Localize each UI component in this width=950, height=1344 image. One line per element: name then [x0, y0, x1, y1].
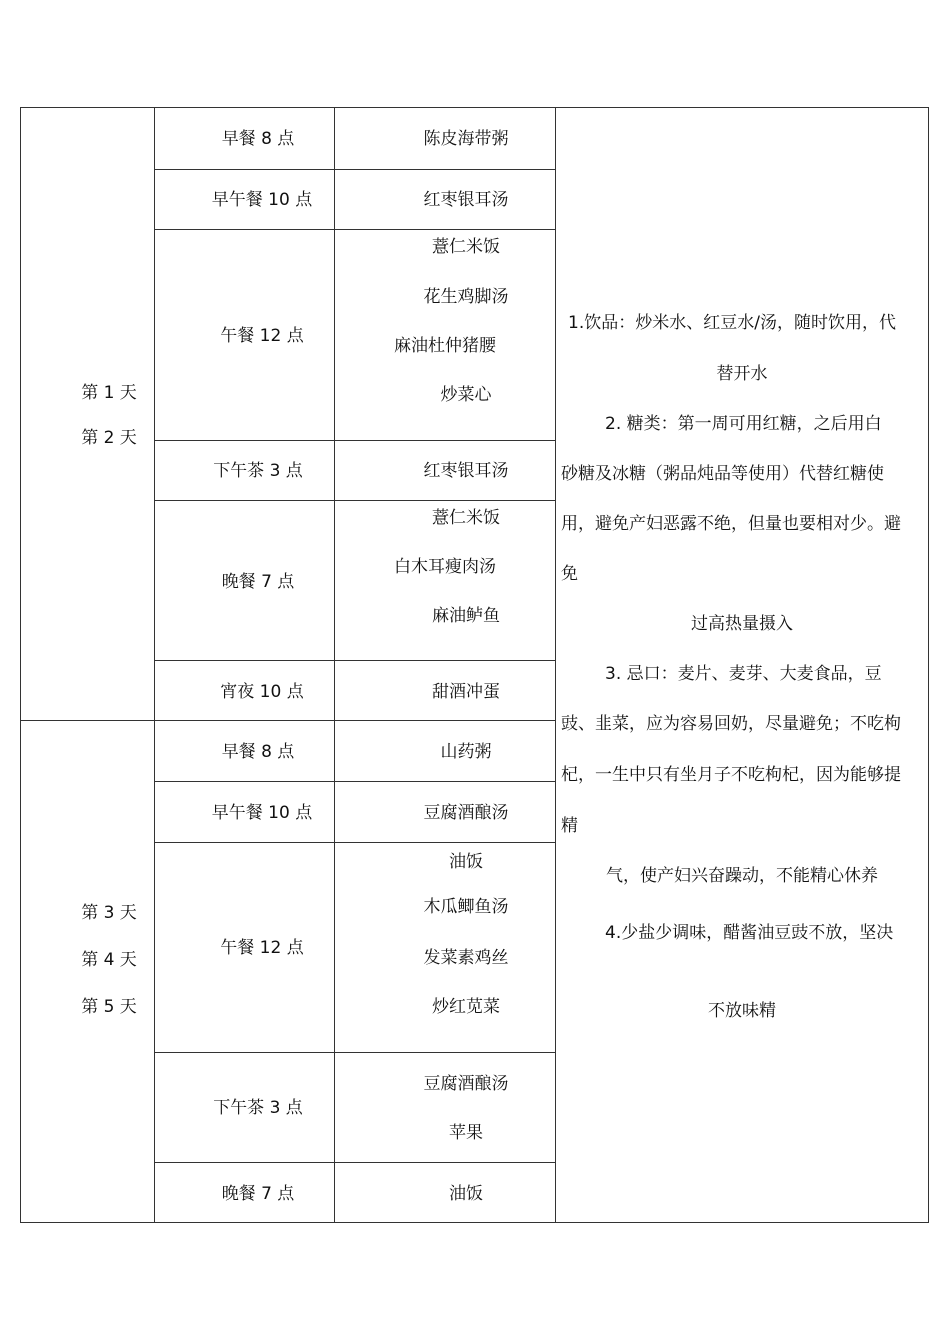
notes-line: 2. 糖类：第一周可用红糖，之后用白: [605, 414, 882, 434]
dish-item: 山药粥: [440, 742, 492, 762]
meal-time: 午餐 12 点: [220, 938, 304, 958]
notes-line: 3. 忌口：麦片、麦芽、大麦食品，豆: [605, 664, 882, 684]
notes-line: 豉、韭菜，应为容易回奶，尽量避免；不吃枸: [561, 714, 901, 734]
meal-time: 早午餐 10 点: [211, 190, 313, 210]
dish-item: 薏仁米饭: [432, 508, 500, 528]
meal-time: 晚餐 7 点: [221, 1184, 295, 1204]
notes-line: 杞，一生中只有坐月子不吃枸杞，因为能够提: [561, 765, 901, 785]
day-label: 第 2 天: [81, 428, 137, 448]
dish-item: 花生鸡脚汤: [423, 287, 509, 307]
meal-time: 下午茶 3 点: [213, 1098, 303, 1118]
row-divider: [154, 660, 555, 661]
dish-item: 陈皮海带粥: [423, 129, 509, 149]
dish-item: 甜酒冲蛋: [432, 682, 500, 702]
dish-item: 红枣银耳汤: [423, 461, 509, 481]
column-divider: [154, 107, 155, 1223]
row-divider: [154, 229, 555, 230]
row-divider: [154, 1162, 555, 1163]
dish-item: 油饭: [449, 852, 483, 872]
notes-line: 1.饮品：炒米水、红豆水/汤，随时饮用，代: [568, 313, 896, 333]
notes-line: 替开水: [716, 364, 768, 384]
meal-time: 早餐 8 点: [221, 742, 295, 762]
dish-item: 发菜素鸡丝: [423, 948, 509, 968]
dish-item: 炒红苋菜: [432, 997, 500, 1017]
meal-time: 宵夜 10 点: [220, 682, 304, 702]
column-divider: [555, 107, 556, 1223]
row-divider: [154, 169, 555, 170]
row-divider: [154, 1052, 555, 1053]
notes-line: 免: [561, 564, 578, 584]
day-label: 第 4 天: [81, 950, 137, 970]
dish-item: 苹果: [449, 1123, 483, 1143]
dish-item: 木瓜鲫鱼汤: [423, 897, 509, 917]
notes-line: 过高热量摄入: [691, 614, 793, 634]
dish-item: 麻油杜仲猪腰: [394, 336, 496, 356]
meal-time: 早午餐 10 点: [211, 803, 313, 823]
notes-line: 不放味精: [708, 1001, 776, 1021]
dish-item: 红枣银耳汤: [423, 190, 509, 210]
meal-time: 下午茶 3 点: [213, 461, 303, 481]
day-label: 第 3 天: [81, 903, 137, 923]
notes-line: 气，使产妇兴奋躁动，不能精心休养: [606, 866, 878, 886]
dish-item: 豆腐酒酿汤: [423, 1074, 509, 1094]
meal-time: 晚餐 7 点: [221, 572, 295, 592]
group-divider: [20, 720, 555, 721]
notes-line: 砂糖及冰糖（粥品炖品等使用）代替红糖使: [561, 464, 884, 484]
dish-item: 豆腐酒酿汤: [423, 803, 509, 823]
day-label: 第 1 天: [81, 383, 137, 403]
row-divider: [154, 440, 555, 441]
day-label: 第 5 天: [81, 997, 137, 1017]
dish-item: 白木耳瘦肉汤: [394, 557, 496, 577]
meal-time: 午餐 12 点: [220, 326, 304, 346]
dish-item: 炒菜心: [440, 385, 492, 405]
dish-item: 麻油鲈鱼: [432, 606, 500, 626]
dish-item: 油饭: [449, 1184, 483, 1204]
notes-line: 4.少盐少调味，醋酱油豆豉不放，坚决: [605, 923, 894, 943]
row-divider: [154, 781, 555, 782]
notes-line: 精: [561, 816, 578, 836]
meal-time: 早餐 8 点: [221, 129, 295, 149]
notes-line: 用，避免产妇恶露不绝，但量也要相对少。避: [561, 514, 901, 534]
dish-item: 薏仁米饭: [432, 237, 500, 257]
row-divider: [154, 842, 555, 843]
column-divider: [334, 107, 335, 1223]
row-divider: [154, 500, 555, 501]
